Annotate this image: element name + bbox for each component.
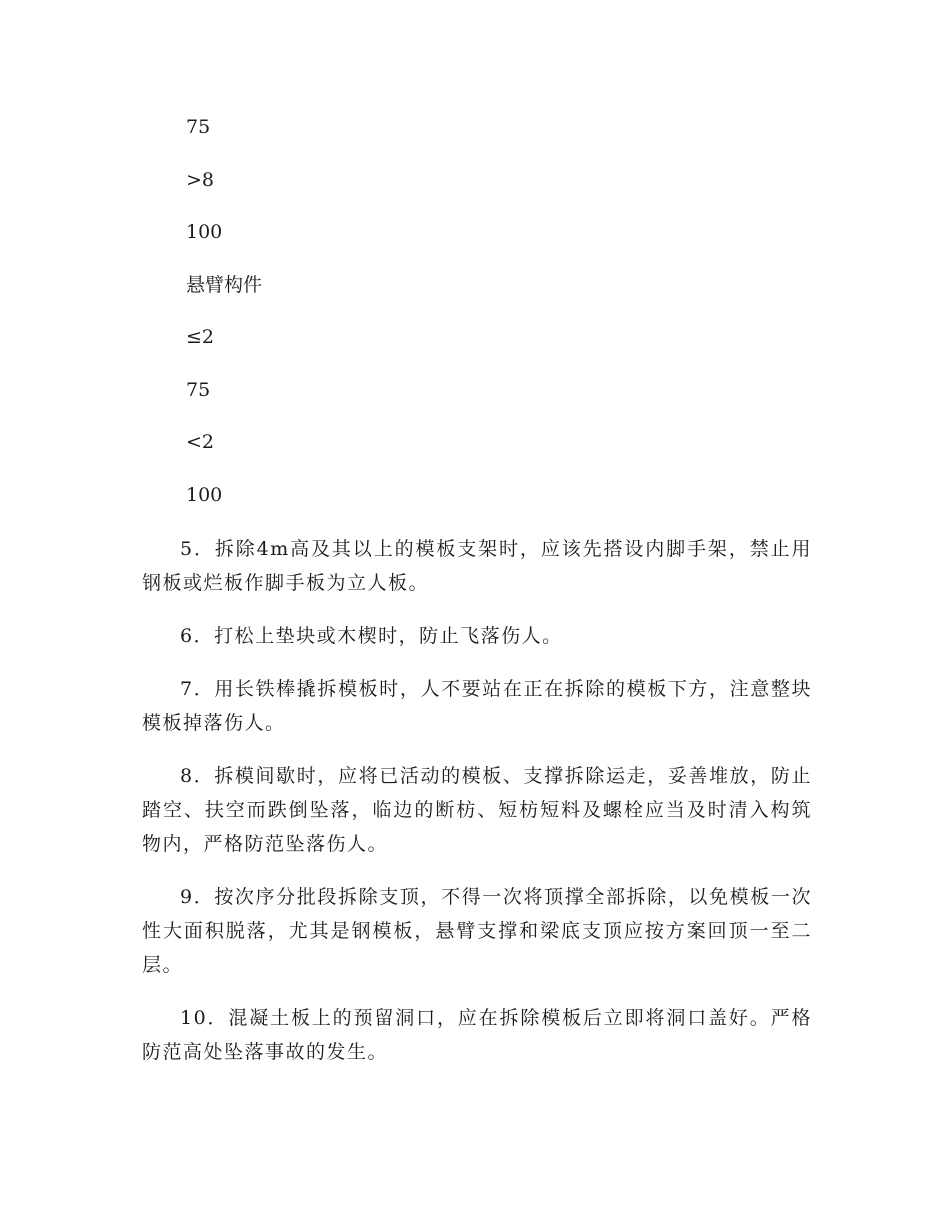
- paragraph-item-8: 8．拆模间歇时，应将已活动的模板、支撑拆除运走，妥善堆放，防止踏空、扶空而跌倒坠落，临边的断枋、短枋短料及螺栓应当及时清入构筑物内，严格防范坠落伤人。: [142, 765, 812, 855]
- paragraph-item-9: 9．按次序分批段拆除支顶，不得一次将顶撑全部拆除，以免模板一次性大面积脱落，尤其是钢模板，悬臂支撑和梁底支顶应按方案回顶一至二层。: [142, 886, 812, 976]
- value-line: <2: [186, 431, 215, 453]
- paragraph-item-6: 6．打松上垫块或木楔时，防止飞落伤人。: [180, 625, 563, 647]
- value-line: ≤2: [186, 326, 215, 348]
- value-line: 100: [186, 483, 223, 506]
- table-fragment-values: [186, 110, 486, 530]
- value-line: 悬臂构件: [186, 273, 263, 296]
- value-line: 75: [186, 378, 211, 401]
- value-line: >8: [186, 168, 215, 191]
- paragraph-item-7: 7．用长铁棒撬拆模板时，人不要站在正在拆除的模板下方，注意整块模板掉落伤人。: [142, 678, 812, 734]
- value-line: 100: [186, 221, 223, 243]
- value-line: 75: [186, 116, 211, 138]
- body-paragraphs: [142, 532, 812, 1088]
- paragraph-item-10: 10．混凝土板上的预留洞口，应在拆除模板后立即将洞口盖好。严格防范高处坠落事故的发生。: [142, 1007, 812, 1063]
- paragraph-item-5: 5．拆除4m高及其以上的模板支架时，应该先搭设内脚手架，禁止用钢板或烂板作脚手板为立人板。: [142, 538, 812, 594]
